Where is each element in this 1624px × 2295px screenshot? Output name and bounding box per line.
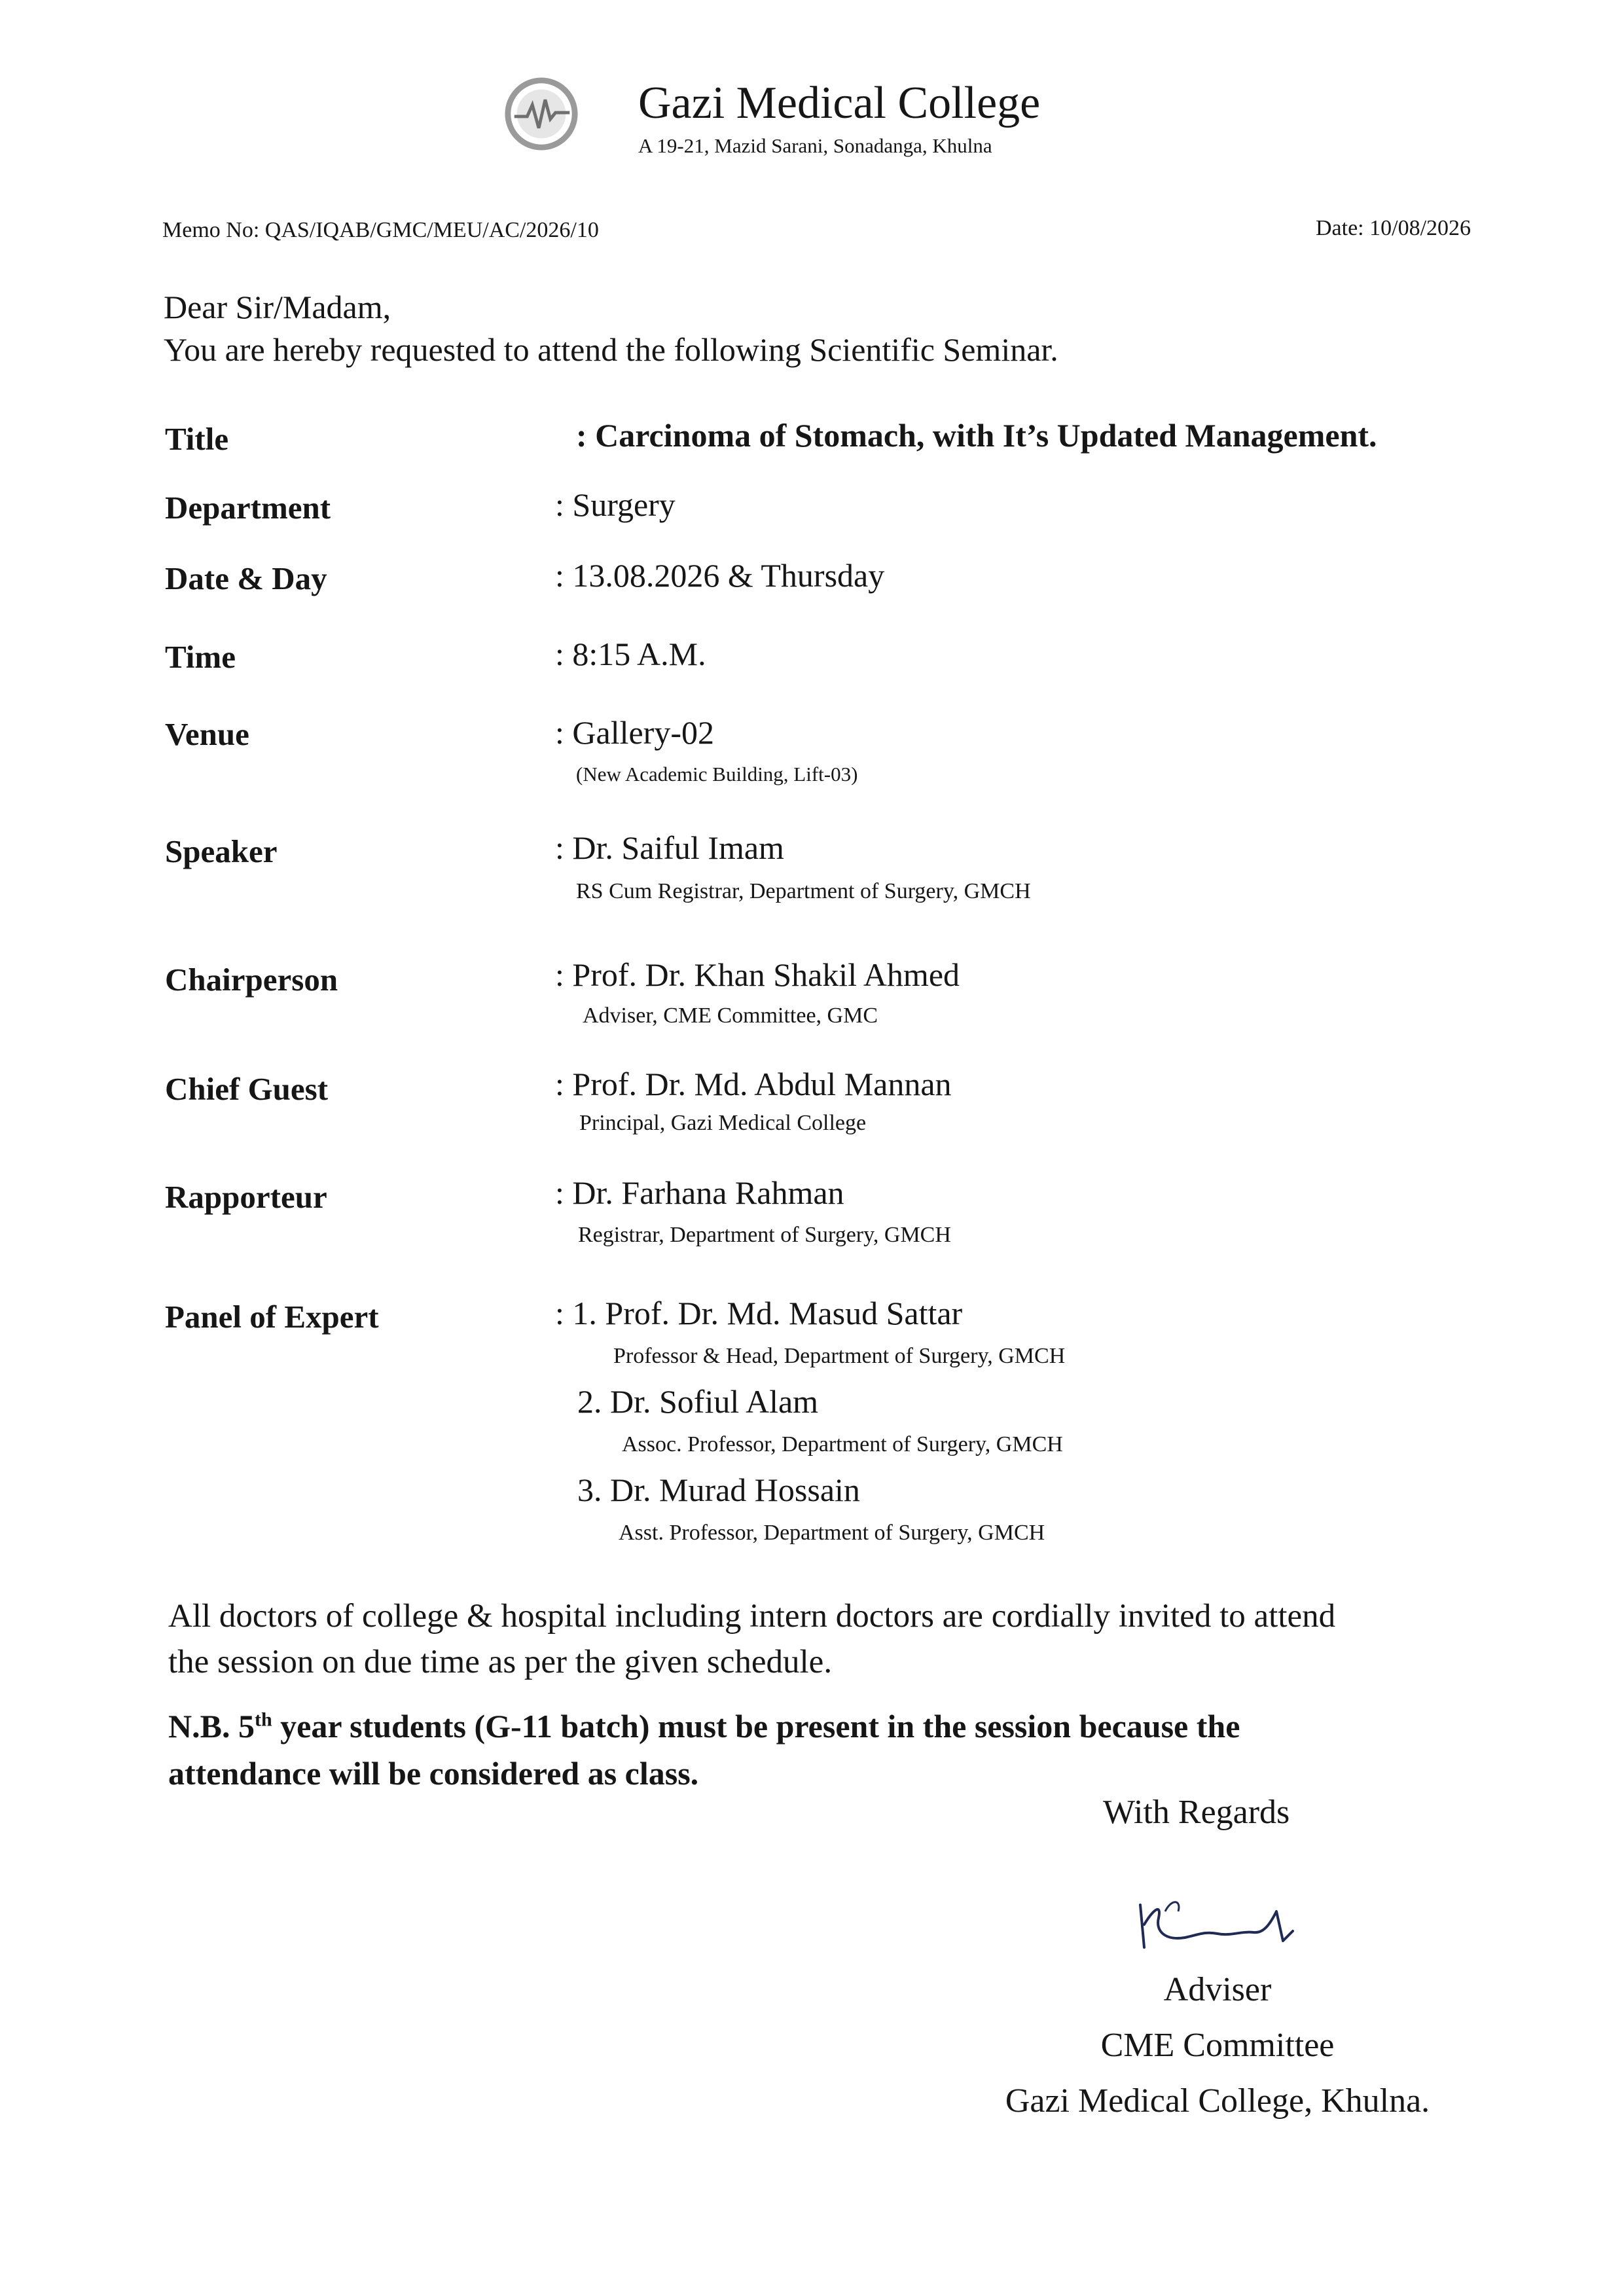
expert-name-2: 2. Dr. Sofiul Alam: [577, 1383, 819, 1420]
memo-number: Memo No: QAS/IQAB/GMC/MEU/AC/2026/10: [162, 218, 599, 242]
chief-guest-label: Chief Guest: [165, 1071, 329, 1107]
nb-ordinal: th: [254, 1708, 272, 1731]
rapporteur-designation: Registrar, Department of Surgery, GMCH: [578, 1223, 951, 1247]
chief-guest-name: : Prof. Dr. Md. Abdul Mannan: [555, 1066, 952, 1102]
venue-value: : Gallery-02: [555, 714, 714, 751]
title-value: : Carcinoma of Stomach, with It’s Updated Management.: [576, 417, 1377, 454]
speaker-name: : Dr. Saiful Imam: [555, 829, 784, 866]
invitation-line-2: the session on due time as per the given schedule.: [168, 1644, 833, 1680]
handwritten-signature-icon: [1126, 1885, 1303, 1957]
rapporteur-label: Rapporteur: [165, 1179, 327, 1215]
nb-rest: year students (G-11 batch) must be present in the session because the: [272, 1708, 1240, 1744]
chairperson-name: : Prof. Dr. Khan Shakil Ahmed: [555, 956, 960, 993]
expert-name-1: : 1. Prof. Dr. Md. Masud Sattar: [555, 1295, 963, 1331]
signatory-institution: Gazi Medical College, Khulna.: [1005, 2082, 1430, 2120]
nb-line-1: [168, 1707, 1240, 1745]
time-value: : 8:15 A.M.: [555, 636, 706, 672]
request-line: You are hereby requested to attend the following Scientific Seminar.: [164, 331, 1058, 368]
panel-label: Panel of Expert: [165, 1299, 379, 1335]
expert-name-3: 3. Dr. Murad Hossain: [577, 1472, 860, 1508]
expert-designation-2: Assoc. Professor, Department of Surgery, GMCH: [622, 1432, 1063, 1456]
date-day-label: Date & Day: [165, 560, 327, 596]
nb-line-2: attendance will be considered as class.: [168, 1755, 699, 1792]
expert-designation-1: Professor & Head, Department of Surgery, GMCH: [613, 1344, 1066, 1368]
department-label: Department: [165, 490, 331, 526]
department-value: : Surgery: [555, 486, 676, 523]
time-label: Time: [165, 639, 236, 675]
invitation-line-1: All doctors of college & hospital including intern doctors are cordially invited to attend: [168, 1598, 1336, 1635]
chairperson-designation: Adviser, CME Committee, GMC: [583, 1003, 878, 1028]
venue-note: (New Academic Building, Lift-03): [576, 763, 858, 786]
chairperson-label: Chairperson: [165, 962, 338, 998]
salutation: Dear Sir/Madam,: [164, 289, 391, 325]
speaker-label: Speaker: [165, 833, 278, 869]
rapporteur-name: : Dr. Farhana Rahman: [555, 1174, 844, 1211]
title-label: Title: [165, 421, 229, 457]
chief-guest-designation: Principal, Gazi Medical College: [579, 1111, 867, 1135]
expert-designation-3: Asst. Professor, Department of Surgery, GMCH: [619, 1521, 1045, 1545]
venue-label: Venue: [165, 716, 249, 752]
college-logo-icon: [503, 75, 580, 153]
college-name: Gazi Medical College: [638, 78, 1041, 128]
regards: With Regards: [1103, 1794, 1290, 1831]
memo-date: Date: 10/08/2026: [1316, 216, 1471, 240]
signatory-committee: CME Committee: [1100, 2027, 1335, 2064]
college-address: A 19-21, Mazid Sarani, Sonadanga, Khulna: [638, 134, 992, 157]
nb-prefix: N.B. 5: [168, 1708, 255, 1744]
speaker-designation: RS Cum Registrar, Department of Surgery, GMCH: [576, 879, 1031, 903]
date-day-value: : 13.08.2026 & Thursday: [555, 557, 885, 594]
signatory-title: Adviser: [1163, 1971, 1272, 2008]
